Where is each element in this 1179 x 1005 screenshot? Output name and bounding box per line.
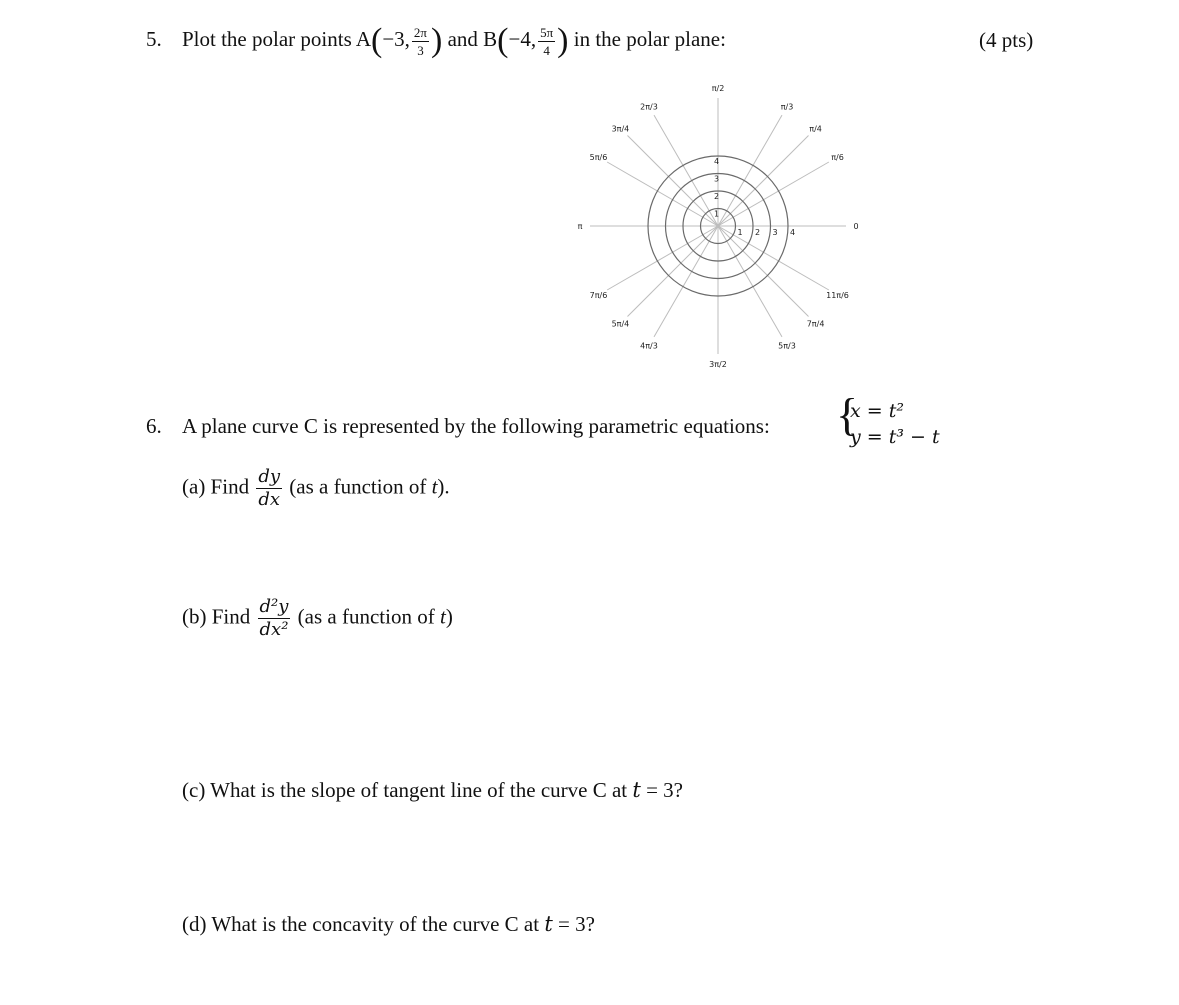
polar-spoke: [718, 115, 782, 226]
polar-angle-label: 5π/4: [611, 319, 630, 329]
part-a-label: (a) Find: [182, 474, 250, 499]
part-b-label: (b) Find: [182, 604, 251, 629]
polar-angle-label: 7π/4: [806, 319, 825, 329]
polar-grid: [570, 80, 870, 385]
point-a-angle: $\frac{2\pi}{3}$: [413, 24, 427, 58]
part-b: (b) Find $\frac{\text{d²y}}{\text{dx²}}$ (as a function of t): [182, 596, 453, 640]
polar-radial-label: 2: [714, 192, 720, 201]
polar-angle-label: π: [577, 222, 583, 231]
equation-x: x = t²: [850, 400, 904, 422]
polar-radial-labels: [714, 157, 795, 237]
polar-radial-label: 4: [714, 157, 720, 166]
polar-spoke: [718, 162, 829, 226]
polar-angle-label: π/4: [809, 124, 822, 134]
polar-spoke: [654, 226, 718, 337]
polar-spoke: [654, 115, 718, 226]
polar-angle-label: 0: [853, 222, 859, 231]
part-a: (a) Find $\frac{dy}{dx}$ (as a function of t).: [182, 466, 450, 510]
polar-angle-label: 3π/4: [611, 124, 630, 134]
polar-spoke: [607, 226, 718, 290]
polar-angle-label: 7π/6: [589, 291, 608, 300]
left-brace: {: [836, 389, 859, 440]
polar-spokes: [590, 98, 846, 354]
polar-radial-label: 2: [755, 228, 761, 237]
part-d: (d) What is the concavity of the curve C at t = 3?: [182, 912, 595, 936]
polar-spoke: [718, 135, 809, 226]
question-5: 5. Plot the polar points A(−3, $\frac{2\pi}{3}$ ) and B(−4, $\frac{5\pi}{4}$ ) in the polar plane:: [146, 22, 726, 59]
polar-angle-label: 11π/6: [826, 291, 849, 300]
polar-radial-label: 3: [714, 174, 720, 184]
polar-angle-label: 3π/2: [709, 360, 727, 369]
polar-angle-label: π/3: [780, 102, 794, 112]
second-derivative: $\frac{\text{d²y}}{\text{dx²}}$: [259, 596, 289, 640]
polar-grid-svg: [570, 80, 870, 380]
point-a-radius: −3,: [382, 26, 410, 51]
point-b-angle: $\frac{5\pi}{4}$: [540, 24, 554, 58]
polar-radial-label: 1: [714, 209, 720, 219]
question-5-number: 5.: [146, 26, 162, 51]
polar-spoke: [627, 135, 718, 226]
derivative-dy-dx: $\frac{dy}{dx}$: [258, 466, 281, 510]
q6-intro: A plane curve C is represented by the following parametric equations:: [182, 414, 770, 438]
polar-spoke: [718, 226, 809, 317]
polar-spoke: [607, 162, 718, 226]
polar-angle-label: 5π/6: [589, 153, 608, 162]
polar-angle-label: π/2: [711, 84, 725, 93]
polar-angle-label: 4π/3: [640, 341, 658, 351]
polar-angle-label: 2π/3: [640, 102, 658, 112]
q5-middle: and B: [447, 26, 498, 51]
polar-angle-label: π/6: [831, 153, 844, 162]
q5-prefix: Plot the polar points A: [182, 26, 371, 51]
points-badge: (4 pts): [979, 28, 1034, 52]
equation-y: y = t³ − t: [850, 426, 940, 448]
polar-angle-label: 5π/3: [778, 341, 796, 351]
question-6-number: 6.: [146, 414, 162, 438]
polar-radial-label: 1: [737, 228, 743, 237]
polar-radial-label: 4: [790, 228, 796, 237]
part-c: (c) What is the slope of tangent line of the curve C at t = 3?: [182, 778, 684, 802]
polar-radial-label: 3: [772, 228, 778, 237]
parametric-system: [836, 389, 976, 458]
question-6: [146, 414, 770, 439]
polar-spoke: [718, 226, 782, 337]
q5-suffix: in the polar plane:: [573, 26, 726, 51]
point-b-radius: −4,: [508, 26, 537, 51]
polar-spoke: [627, 226, 718, 317]
